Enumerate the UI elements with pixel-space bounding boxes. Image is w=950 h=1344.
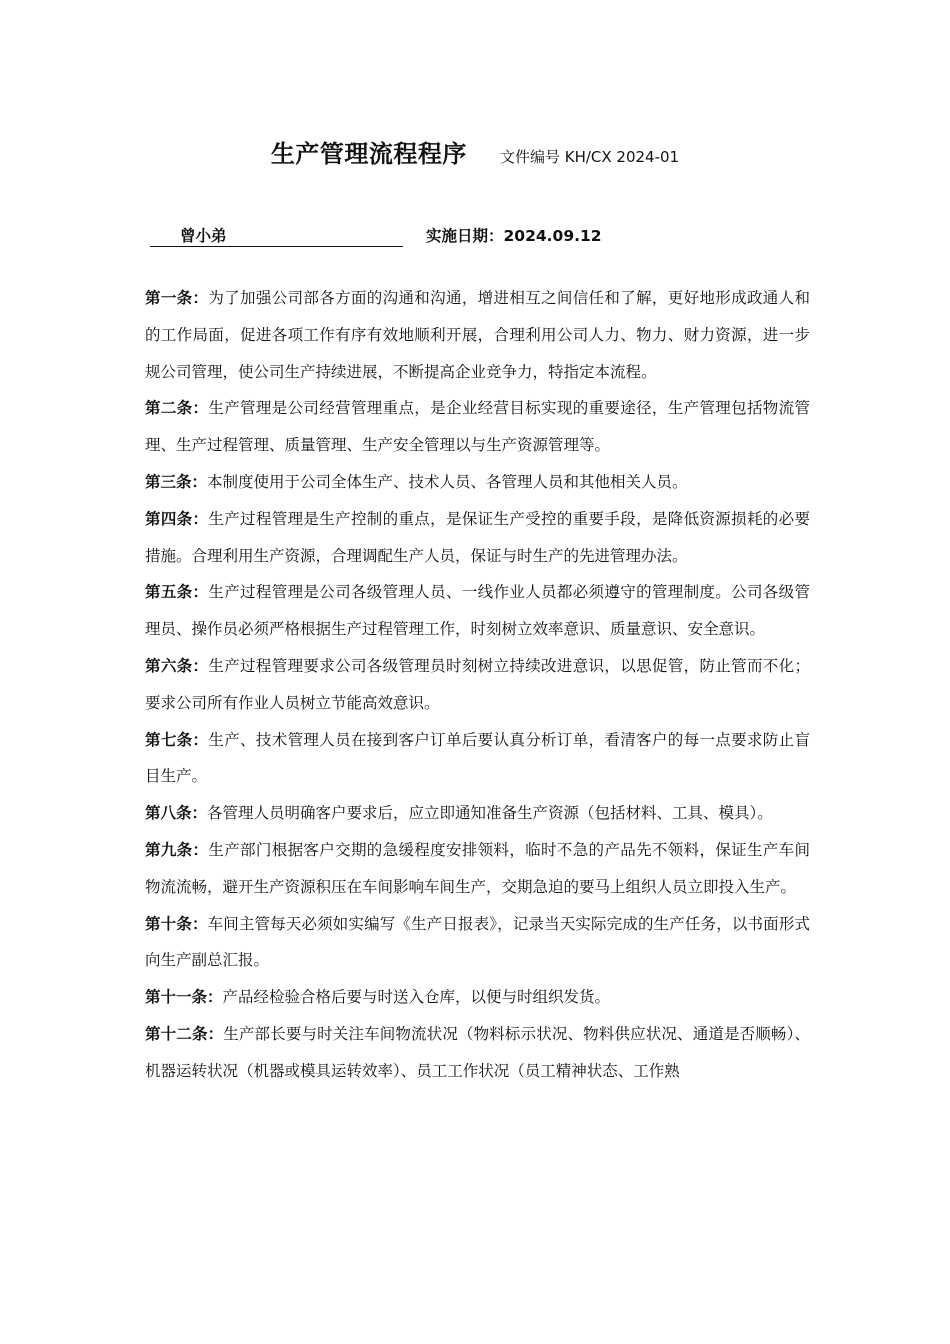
article-text: 本制度使用于公司全体生产、技术人员、各管理人员和其他相关人员。 — [207, 472, 688, 491]
article-label: 第十二条： — [145, 1024, 224, 1043]
article-text: 生产过程管理是公司各级管理人员、一线作业人员都必须遵守的管理制度。公司各级管理员、操作员必须严格根据生产过程管理工作，时刻树立效率意识、质量意识、安全意识。 — [145, 583, 810, 639]
article-11 — [145, 979, 810, 1016]
article-text: 生产部长要与时关注车间物流状况（物料标示状况、物料供应状况、通道是否顺畅）、机器运转状况（机器或模具运转效率）、员工工作状况（员工精神状态、工作熟 — [145, 1024, 810, 1080]
article-text: 产品经检验合格后要与时送入仓库，以便与时组织发货。 — [222, 988, 611, 1007]
article-text: 各管理人员明确客户要求后，应立即通知准备生产资源（包括材料、工具、模具）。 — [207, 804, 773, 823]
article-text: 车间主管每天必须如实编写《生产日报表》，记录当天实际完成的生产任务，以书面形式向生产副总汇报。 — [145, 914, 810, 970]
article-label: 第十一条： — [145, 988, 223, 1007]
document-code: 文件编号 KH/CX 2024-01 — [499, 148, 680, 166]
article-label: 第三条： — [145, 472, 208, 491]
article-6 — [145, 648, 810, 722]
article-text: 为了加强公司部各方面的沟通和沟通，增进相互之间信任和了解，更好地形成政通人和的工作局面，促进各项工作有序有效地顺利开展，合理利用公司人力、物力、财力资源，进一步规公司管理，使公司生产持续进展，不断提高企业竞争力，特指定本流程。 — [145, 289, 810, 381]
article-label: 第九条： — [145, 840, 209, 859]
article-label: 第八条： — [145, 804, 208, 823]
author-name: 曾小弟 — [150, 226, 403, 247]
implementation-date: 实施日期：2024.09.12 — [426, 227, 602, 245]
article-text: 生产、技术管理人员在接到客户订单后要认真分析订单，看清客户的每一点要求防止盲目生产。 — [145, 730, 810, 786]
article-1 — [145, 280, 810, 390]
article-label: 第十条： — [145, 914, 208, 933]
article-4 — [145, 501, 810, 575]
article-text: 生产过程管理要求公司各级管理员时刻树立持续改进意识，以思促管，防止管而不化；要求公司所有作业人员树立节能高效意识。 — [145, 656, 810, 712]
article-text: 生产过程管理是生产控制的重点，是保证生产受控的重要手段，是降低资源损耗的必要措施。合理利用生产资源，合理调配生产人员，保证与时生产的先进管理办法。 — [145, 509, 810, 565]
document-title: 生产管理流程程序 — [270, 140, 467, 168]
articles-body — [145, 280, 810, 1090]
article-7 — [145, 722, 810, 796]
article-3 — [145, 464, 810, 501]
article-label: 第四条： — [145, 509, 209, 528]
article-9 — [145, 832, 810, 906]
article-8 — [145, 795, 810, 832]
article-label: 第六条： — [145, 656, 209, 675]
article-text: 生产部门根据客户交期的急缓程度安排领料，临时不急的产品先不领料，保证生产车间物流流畅，避开生产资源积压在车间影响车间生产，交期急迫的要马上组织人员立即投入生产。 — [145, 840, 810, 896]
article-label: 第一条： — [145, 289, 209, 307]
article-label: 第五条： — [145, 583, 209, 602]
article-2 — [145, 390, 810, 464]
article-5 — [145, 574, 810, 648]
article-label: 第七条： — [145, 730, 209, 749]
title-row — [0, 134, 950, 169]
article-10 — [145, 906, 810, 980]
article-label: 第二条： — [145, 399, 209, 418]
article-12 — [145, 1016, 810, 1090]
meta-row — [150, 226, 602, 250]
article-text: 生产管理是公司经营管理重点，是企业经营目标实现的重要途径，生产管理包括物流管理、生产过程管理、质量管理、生产安全管理以与生产资源管理等。 — [145, 399, 810, 455]
